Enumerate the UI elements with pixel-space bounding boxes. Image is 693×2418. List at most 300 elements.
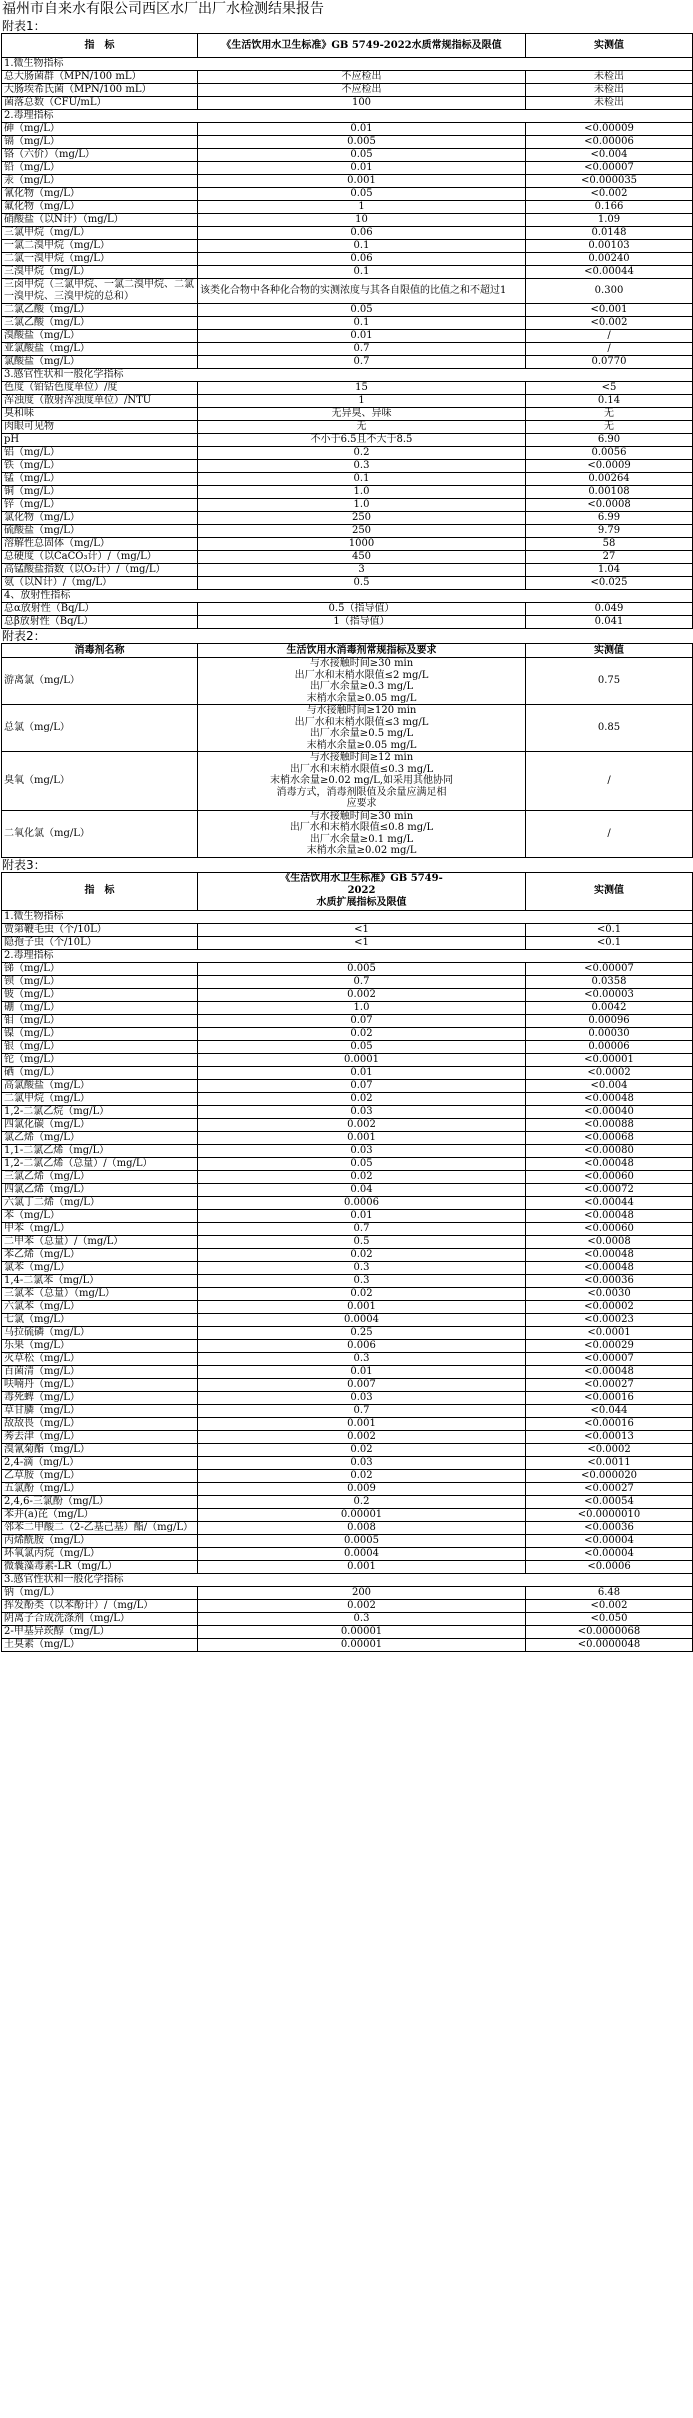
table-row <box>2 936 693 949</box>
table-row <box>2 123 693 136</box>
header-indicator: 指 标 <box>2 34 198 58</box>
table-row <box>2 810 693 857</box>
standard-limit: 0.001 <box>198 1560 526 1573</box>
indicator-name: 二氯甲烷（mg/L） <box>2 1092 198 1105</box>
table-row <box>2 1118 693 1131</box>
standard-limit: 不小于6.5且不大于8.5 <box>198 434 526 447</box>
table-row <box>2 356 693 369</box>
standard-limit: 0.01 <box>198 1066 526 1079</box>
requirement-line: 出厂水和末梢水限值≤0.8 mg/L <box>289 822 434 833</box>
header-line: 《生活饮用水卫生标准》GB 5749- <box>280 873 443 884</box>
measured-value: 1.04 <box>526 564 693 577</box>
requirement-line: 末梢水余量≥0.02 mg/L,如采用其他协同 <box>270 775 453 786</box>
measured-value: <0.00016 <box>526 1391 693 1404</box>
standard-limit: 15 <box>198 382 526 395</box>
measured-value: <0.00048 <box>526 1261 693 1274</box>
table-row <box>2 1157 693 1170</box>
measured-value: 0.00240 <box>526 253 693 266</box>
requirement-line: 末梢水余量≥0.05 mg/L <box>306 739 417 751</box>
standard-limit: 0.001 <box>198 175 526 188</box>
indicator-name: 肉眼可见物 <box>2 421 198 434</box>
indicator-name: 邻苯二甲酸二（2-乙基己基）酯/（mg/L） <box>2 1521 198 1534</box>
table-row <box>2 923 693 936</box>
measured-value: <0.001 <box>526 304 693 317</box>
standard-limit: 0.001 <box>198 1131 526 1144</box>
table-row <box>2 1066 693 1079</box>
requirement-line: 与水接触时间≥120 min <box>306 705 417 716</box>
header-line: 水质扩展指标及限值 <box>316 897 407 908</box>
measured-value: <0.004 <box>526 149 693 162</box>
measured-value: / <box>526 343 693 356</box>
indicator-name: 氯化物（mg/L） <box>2 512 198 525</box>
indicator-name: 2,4,6-三氯酚（mg/L） <box>2 1495 198 1508</box>
indicator-name: 1,1-二氯乙烯（mg/L） <box>2 1144 198 1157</box>
indicator-name: 毒死蜱（mg/L） <box>2 1391 198 1404</box>
standard-limit: 100 <box>198 97 526 110</box>
indicator-name: 总硬度（以CaCO₃计）/（mg/L） <box>2 551 198 564</box>
measured-value: <0.00009 <box>526 123 693 136</box>
standard-limit: 0.005 <box>198 962 526 975</box>
measured-value: <0.00072 <box>526 1183 693 1196</box>
table-row <box>2 1560 693 1573</box>
standard-limit: 0.5 <box>198 577 526 590</box>
measured-value: 0.0148 <box>526 227 693 240</box>
indicator-name: 敌敌畏（mg/L） <box>2 1417 198 1430</box>
measured-value: <0.00007 <box>526 962 693 975</box>
table-row <box>2 1196 693 1209</box>
requirement-line: 出厂水余量≥0.3 mg/L <box>309 681 414 692</box>
standard-limit: 0.06 <box>198 253 526 266</box>
standard-limit: <1 <box>198 923 526 936</box>
section-row <box>2 1573 693 1586</box>
measured-value: <0.00016 <box>526 1417 693 1430</box>
standard-limit: 0.03 <box>198 1144 526 1157</box>
table-row <box>2 1417 693 1430</box>
table-row <box>2 1430 693 1443</box>
indicator-name: 氟化物（mg/L） <box>2 201 198 214</box>
standard-limit: 0.01 <box>198 123 526 136</box>
table-row <box>2 525 693 538</box>
indicator-name: 丙烯酰胺（mg/L） <box>2 1534 198 1547</box>
standard-limit: 0.7 <box>198 356 526 369</box>
table-row <box>2 162 693 175</box>
table-row <box>2 408 693 421</box>
standard-limit: 0.005 <box>198 136 526 149</box>
table-row <box>2 1612 693 1625</box>
table-row <box>2 512 693 525</box>
measured-value: <0.00048 <box>526 1248 693 1261</box>
standard-limit: 0.002 <box>198 1599 526 1612</box>
requirement-line: 末梢水余量≥0.05 mg/L <box>306 692 417 704</box>
indicator-name: 镍（mg/L） <box>2 1027 198 1040</box>
indicator-name: 土臭素（mg/L） <box>2 1638 198 1651</box>
measured-value: 0.00103 <box>526 240 693 253</box>
indicator-name: 锑（mg/L） <box>2 962 198 975</box>
standard-limit: 0.007 <box>198 1378 526 1391</box>
standard-limit: 0.02 <box>198 1248 526 1261</box>
measured-value: <0.00013 <box>526 1430 693 1443</box>
measured-value: <5 <box>526 382 693 395</box>
standard-limit: 0.0004 <box>198 1547 526 1560</box>
indicator-name: 硒（mg/L） <box>2 1066 198 1079</box>
measured-value: 无 <box>526 408 693 421</box>
indicator-name: 一氯二溴甲烷（mg/L） <box>2 240 198 253</box>
standard-limit: 0.05 <box>198 1040 526 1053</box>
standard-limit: 0.002 <box>198 1430 526 1443</box>
table-row <box>2 136 693 149</box>
indicator-name: 环氧氯丙烷（mg/L） <box>2 1547 198 1560</box>
standard-limit: 0.02 <box>198 1469 526 1482</box>
table-row <box>2 975 693 988</box>
table-row <box>2 84 693 97</box>
table-row <box>2 1339 693 1352</box>
standard-limit: <1 <box>198 936 526 949</box>
section-row <box>2 949 693 962</box>
standard-limit: 0.5 <box>198 1235 526 1248</box>
measured-value: <0.050 <box>526 1612 693 1625</box>
requirement-line: 应要求 <box>346 798 377 809</box>
measured-value: 0.00006 <box>526 1040 693 1053</box>
standard-limit: 0.1 <box>198 317 526 330</box>
standard-limit: 0.3 <box>198 1612 526 1625</box>
standard-limit: 0.00001 <box>198 1508 526 1521</box>
indicator-name: 百菌清（mg/L） <box>2 1365 198 1378</box>
standard-limit: 0.25 <box>198 1326 526 1339</box>
table-row <box>2 1248 693 1261</box>
indicator-name: 三氯乙酸（mg/L） <box>2 317 198 330</box>
measured-value: <0.00048 <box>526 1092 693 1105</box>
table-row <box>2 1170 693 1183</box>
header-requirement: 生活饮用水消毒剂常规指标及要求 <box>198 644 526 658</box>
indicator-name: 铍（mg/L） <box>2 988 198 1001</box>
standard-limit: 0.3 <box>198 1274 526 1287</box>
measured-value: <0.00048 <box>526 1365 693 1378</box>
requirement-line: 与水接触时间≥30 min <box>309 810 414 822</box>
requirement-line: 出厂水和末梢水限值≤2 mg/L <box>294 669 429 681</box>
standard-limit: 200 <box>198 1586 526 1599</box>
table-row <box>2 1443 693 1456</box>
measured-value: <0.0011 <box>526 1456 693 1469</box>
table-row <box>2 1313 693 1326</box>
standard-limit: 1（指导值） <box>198 616 526 629</box>
indicator-name: 大肠埃希氏菌（MPN/100 mL） <box>2 84 198 97</box>
indicator-name: 2-甲基异莰醇（mg/L） <box>2 1625 198 1638</box>
measured-value: <0.00060 <box>526 1222 693 1235</box>
table-row <box>2 1183 693 1196</box>
indicator-name: 三氯苯（总量）（mg/L） <box>2 1287 198 1300</box>
standard-limit: 1 <box>198 201 526 214</box>
measured-value: / <box>526 810 693 857</box>
annex3-label: 附表3： <box>2 857 46 872</box>
standard-limit: 0.1 <box>198 473 526 486</box>
table-row <box>2 1287 693 1300</box>
table-row <box>2 1521 693 1534</box>
indicator-name: 1,2-二氯乙烯（总量）/（mg/L） <box>2 1157 198 1170</box>
table-row <box>2 577 693 590</box>
indicator-name: 贾第鞭毛虫（个/10L） <box>2 923 198 936</box>
table-row <box>2 240 693 253</box>
table-row <box>2 1261 693 1274</box>
table-row <box>2 1326 693 1339</box>
indicator-name: 氯酸盐（mg/L） <box>2 356 198 369</box>
measured-value: <0.00007 <box>526 162 693 175</box>
measured-value: 未检出 <box>526 71 693 84</box>
disinfectant-name: 臭氧（mg/L） <box>2 752 198 811</box>
measured-value: 0.85 <box>526 705 693 752</box>
measured-value: 6.99 <box>526 512 693 525</box>
standard-limit: 0.03 <box>198 1456 526 1469</box>
indicator-name: 浑浊度（散射浑浊度单位）/NTU <box>2 395 198 408</box>
table-row <box>2 1014 693 1027</box>
table-row <box>2 616 693 629</box>
table-row <box>2 214 693 227</box>
table-row <box>2 1040 693 1053</box>
standard-limit: 0.001 <box>198 1417 526 1430</box>
measured-value: <0.0000010 <box>526 1508 693 1521</box>
standard-limit: 不应检出 <box>198 71 526 84</box>
table-row <box>2 1131 693 1144</box>
measured-value: 0.14 <box>526 395 693 408</box>
table-row <box>2 499 693 512</box>
measured-value: <0.00048 <box>526 1157 693 1170</box>
table-row <box>2 988 693 1001</box>
table-row <box>2 603 693 616</box>
header-disinfectant: 消毒剂名称 <box>2 644 198 658</box>
standard-limit: 无异臭、异味 <box>198 408 526 421</box>
indicator-name: 三氯乙烯（mg/L） <box>2 1170 198 1183</box>
indicator-name: 硼（mg/L） <box>2 1001 198 1014</box>
table-row <box>2 486 693 499</box>
standard-limit: 0.01 <box>198 330 526 343</box>
header-indicator: 指 标 <box>2 872 198 910</box>
measured-value: 27 <box>526 551 693 564</box>
table-row <box>2 71 693 84</box>
requirement-cell <box>198 705 526 752</box>
measured-value: <0.00004 <box>526 1534 693 1547</box>
measured-value: <0.1 <box>526 936 693 949</box>
header-standard-limit <box>198 872 526 910</box>
standard-limit: 0.3 <box>198 1352 526 1365</box>
section-row <box>2 590 693 603</box>
indicator-name: 铅（mg/L） <box>2 162 198 175</box>
indicator-name: 汞（mg/L） <box>2 175 198 188</box>
table-row <box>2 253 693 266</box>
table-row <box>2 1027 693 1040</box>
measured-value: <0.0009 <box>526 460 693 473</box>
standard-limit: 0.00001 <box>198 1625 526 1638</box>
measured-value: 未检出 <box>526 97 693 110</box>
measured-value: <0.0006 <box>526 1560 693 1573</box>
measured-value: 0.00108 <box>526 486 693 499</box>
measured-value: <0.00003 <box>526 988 693 1001</box>
measured-value: 0.041 <box>526 616 693 629</box>
indicator-name: 铊（mg/L） <box>2 1053 198 1066</box>
measured-value: 0.300 <box>526 279 693 304</box>
indicator-name: 六氯丁二烯（mg/L） <box>2 1196 198 1209</box>
measured-value: <0.004 <box>526 1079 693 1092</box>
indicator-name: 四氯乙烯（mg/L） <box>2 1183 198 1196</box>
standard-limit: 0.07 <box>198 1079 526 1092</box>
standard-limit: 450 <box>198 551 526 564</box>
table-row <box>2 175 693 188</box>
measured-value: 58 <box>526 538 693 551</box>
measured-value: 0.75 <box>526 658 693 705</box>
requirement-cell <box>198 752 526 811</box>
disinfectant-name: 二氧化氯（mg/L） <box>2 810 198 857</box>
measured-value: <0.002 <box>526 188 693 201</box>
table-row <box>2 279 693 304</box>
measured-value: / <box>526 752 693 811</box>
standard-limit: 0.06 <box>198 227 526 240</box>
indicator-name: 钠（mg/L） <box>2 1586 198 1599</box>
section-label: 3.感官性状和一般化学指标 <box>2 369 693 382</box>
indicator-name: 二氯乙酸（mg/L） <box>2 304 198 317</box>
requirement-line: 消毒方式，消毒剂限值及余量应满足相 <box>276 786 447 798</box>
measured-value: <0.00044 <box>526 266 693 279</box>
table-row <box>2 1365 693 1378</box>
indicator-name: 钼（mg/L） <box>2 1014 198 1027</box>
table-row <box>2 1092 693 1105</box>
indicator-name: 银（mg/L） <box>2 1040 198 1053</box>
requirement-cell <box>198 810 526 857</box>
standard-limit: 0.1 <box>198 240 526 253</box>
standard-limit: 0.0004 <box>198 1313 526 1326</box>
measured-value: <0.00007 <box>526 1352 693 1365</box>
measured-value: 6.90 <box>526 434 693 447</box>
indicator-name: 总α放射性（Bq/L） <box>2 603 198 616</box>
table-row <box>2 460 693 473</box>
table-row <box>2 1300 693 1313</box>
standard-limit: 0.7 <box>198 343 526 356</box>
table-row <box>2 1235 693 1248</box>
annex1-header-row <box>2 34 693 58</box>
section-row <box>2 58 693 71</box>
table-row <box>2 1391 693 1404</box>
indicator-name: 氯苯（mg/L） <box>2 1261 198 1274</box>
table-row <box>2 705 693 752</box>
measured-value: <0.00044 <box>526 1196 693 1209</box>
table-row <box>2 382 693 395</box>
table-row <box>2 1482 693 1495</box>
standard-limit: 10 <box>198 214 526 227</box>
measured-value: <0.0000068 <box>526 1625 693 1638</box>
table-row <box>2 395 693 408</box>
standard-limit: 1.0 <box>198 1001 526 1014</box>
indicator-name: 四氯化碳（mg/L） <box>2 1118 198 1131</box>
requirement-line: 与水接触时间≥30 min <box>309 658 414 669</box>
table-row <box>2 1456 693 1469</box>
indicator-name: 硝酸盐（以N计）（mg/L） <box>2 214 198 227</box>
table-row <box>2 330 693 343</box>
table-row <box>2 1352 693 1365</box>
table-row <box>2 304 693 317</box>
indicator-name: 铝（mg/L） <box>2 447 198 460</box>
standard-limit: 0.02 <box>198 1092 526 1105</box>
measured-value: 0.00030 <box>526 1027 693 1040</box>
measured-value: <0.044 <box>526 1404 693 1417</box>
indicator-name: 镉（mg/L） <box>2 136 198 149</box>
table-row <box>2 538 693 551</box>
standard-limit: 0.006 <box>198 1339 526 1352</box>
section-label: 3.感官性状和一般化学指标 <box>2 1573 693 1586</box>
measured-value: <0.00023 <box>526 1313 693 1326</box>
section-label: 1.微生物指标 <box>2 910 693 923</box>
table-row <box>2 447 693 460</box>
table-row <box>2 1053 693 1066</box>
measured-value: 0.0770 <box>526 356 693 369</box>
measured-value: <0.00088 <box>526 1118 693 1131</box>
standard-limit: 250 <box>198 525 526 538</box>
table-row <box>2 564 693 577</box>
indicator-name: 苯（mg/L） <box>2 1209 198 1222</box>
indicator-name: 2,4-滴（mg/L） <box>2 1456 198 1469</box>
header-measured-value: 实测值 <box>526 872 693 910</box>
measured-value: 0.049 <box>526 603 693 616</box>
indicator-name: 1,2-二氯乙烷（mg/L） <box>2 1105 198 1118</box>
header-standard-limit: 《生活饮用水卫生标准》GB 5749-2022水质常规指标及限值 <box>198 34 526 58</box>
table-row <box>2 1508 693 1521</box>
section-row <box>2 110 693 123</box>
indicator-name: 菌落总数（CFU/mL） <box>2 97 198 110</box>
indicator-name: 挥发酚类（以苯酚计）/（mg/L） <box>2 1599 198 1612</box>
table-row <box>2 1079 693 1092</box>
standard-limit: 0.1 <box>198 266 526 279</box>
standard-limit: 0.0005 <box>198 1534 526 1547</box>
measured-value: <0.0008 <box>526 499 693 512</box>
annex1-label: 附表1： <box>2 19 46 33</box>
table-row <box>2 1378 693 1391</box>
measured-value: <0.00036 <box>526 1274 693 1287</box>
measured-value: <0.00036 <box>526 1521 693 1534</box>
indicator-name: pH <box>2 434 198 447</box>
table-row <box>2 1105 693 1118</box>
requirement-line: 与水接触时间≥12 min <box>309 752 414 763</box>
standard-limit: 0.01 <box>198 162 526 175</box>
measured-value: <0.002 <box>526 317 693 330</box>
standard-limit: 0.02 <box>198 1287 526 1300</box>
standard-limit: 该类化合物中各种化合物的实测浓度与其各自限值的比值之和不超过1 <box>198 279 526 304</box>
measured-value: <0.0008 <box>526 1235 693 1248</box>
standard-limit: 1.0 <box>198 486 526 499</box>
indicator-name: 三溴甲烷（mg/L） <box>2 266 198 279</box>
standard-limit: 0.3 <box>198 1261 526 1274</box>
table-row <box>2 1274 693 1287</box>
measured-value: <0.00001 <box>526 1053 693 1066</box>
table-row <box>2 188 693 201</box>
indicator-name: 溴氰菊酯（mg/L） <box>2 1443 198 1456</box>
table-row <box>2 1209 693 1222</box>
requirement-line: 出厂水和末梢水限值≤3 mg/L <box>294 716 429 728</box>
indicator-name: 五氯酚（mg/L） <box>2 1482 198 1495</box>
standard-limit: 0.001 <box>198 1300 526 1313</box>
standard-limit: 0.07 <box>198 1014 526 1027</box>
indicator-name: 三卤甲烷（三氯甲烷、一氯二溴甲烷、二氯一溴甲烷、三溴甲烷的总和） <box>2 279 198 304</box>
standard-limit: 1 <box>198 395 526 408</box>
measured-value: <0.0030 <box>526 1287 693 1300</box>
indicator-name: 乙草胺（mg/L） <box>2 1469 198 1482</box>
indicator-name: 总β放射性（Bq/L） <box>2 616 198 629</box>
standard-limit: 0.02 <box>198 1027 526 1040</box>
indicator-name: 锌（mg/L） <box>2 499 198 512</box>
indicator-name: 三氯甲烷（mg/L） <box>2 227 198 240</box>
standard-limit: 0.05 <box>198 1157 526 1170</box>
indicator-name: 铁（mg/L） <box>2 460 198 473</box>
annex2-header-row <box>2 644 693 658</box>
measured-value: 9.79 <box>526 525 693 538</box>
table-row <box>2 317 693 330</box>
measured-value: <0.00002 <box>526 1300 693 1313</box>
section-label: 2.毒理指标 <box>2 110 693 123</box>
